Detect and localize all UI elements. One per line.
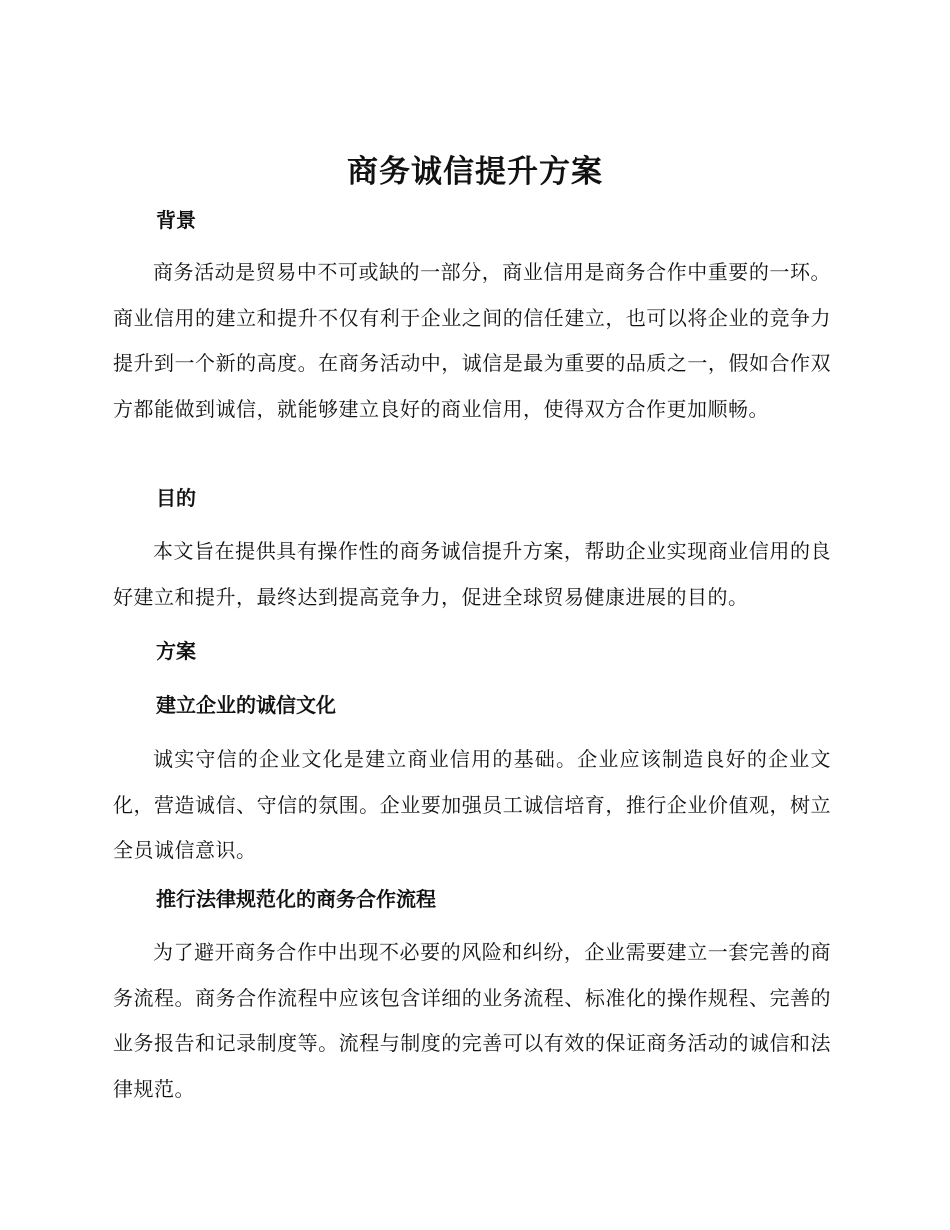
section-paragraph-legal-process: 为了避开商务合作中出现不必要的风险和纠纷，企业需要建立一套完善的商务流程。商务合作流程中应该包含详细的业务流程、标准化的操作规程、完善的业务报告和记录制度等。流程与制度的完善可以有效的保证商务活动的诚信和法律规范。 bbox=[113, 940, 831, 1101]
section-heading-plan: 方案 bbox=[156, 639, 196, 663]
section-paragraph-purpose: 本文旨在提供具有操作性的商务诚信提升方案，帮助企业实现商业信用的良好建立和提升，最终达到提高竞争力，促进全球贸易健康进展的目的。 bbox=[113, 539, 831, 609]
section-heading-purpose: 目的 bbox=[156, 486, 196, 510]
section-heading-integrity-culture: 建立企业的诚信文化 bbox=[156, 693, 336, 717]
section-heading-legal-process: 推行法律规范化的商务合作流程 bbox=[156, 887, 436, 911]
section-paragraph-integrity-culture: 诚实守信的企业文化是建立商业信用的基础。企业应该制造良好的企业文化，营造诚信、守信的氛围。企业要加强员工诚信培育，推行企业价值观，树立全员诚信意识。 bbox=[113, 747, 831, 862]
document-title: 商务诚信提升方案 bbox=[347, 154, 603, 190]
section-paragraph-background: 商务活动是贸易中不可或缺的一部分，商业信用是商务合作中重要的一环。商业信用的建立和提升不仅有利于企业之间的信任建立，也可以将企业的竞争力提升到一个新的高度。在商务活动中，诚信是最为重要的品质之一，假如合作双方都能做到诚信，就能够建立良好的商业信用，使得双方合作更加顺畅。 bbox=[113, 260, 831, 421]
section-heading-background: 背景 bbox=[156, 208, 196, 232]
